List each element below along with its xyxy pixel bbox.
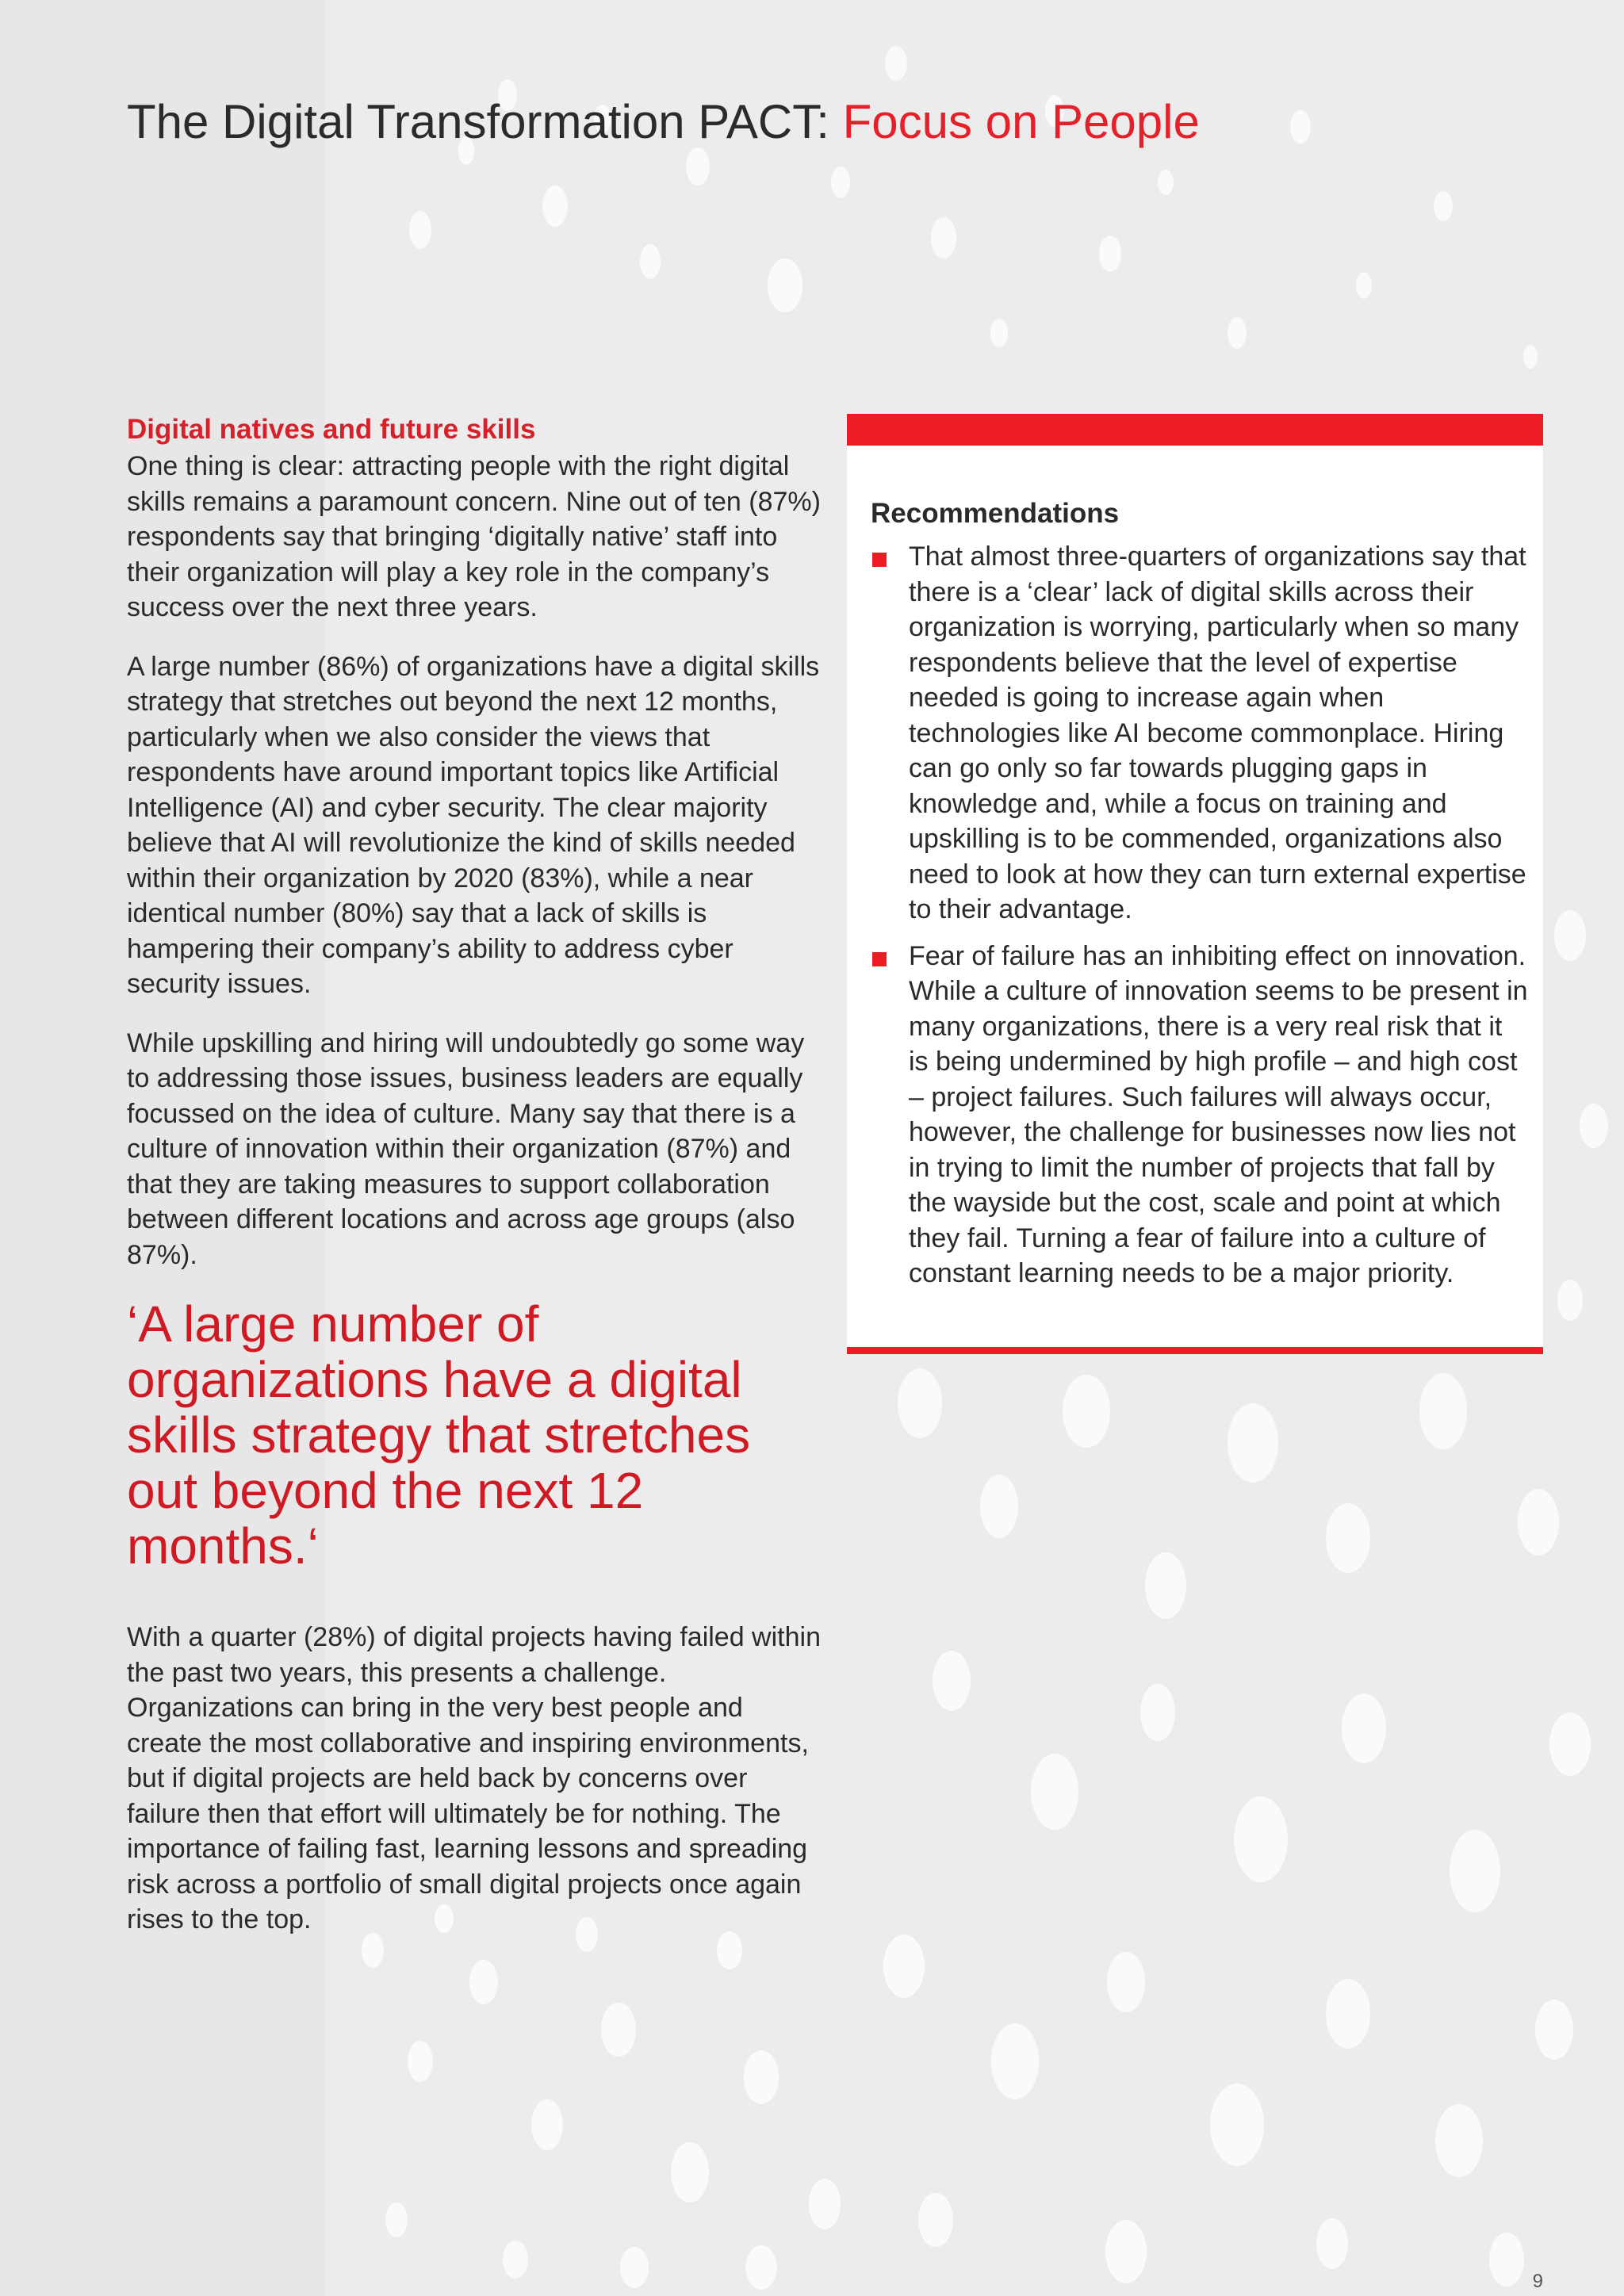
recommendation-item-2 bbox=[871, 939, 1529, 1292]
page-title bbox=[127, 94, 1200, 151]
page-title-prefix: The Digital Transformation PACT: bbox=[127, 95, 843, 148]
square-bullet-icon bbox=[872, 553, 887, 567]
recommendation-text-1: That almost three-quarters of organizations say that there is a ‘clear’ lack of digital skills across their organization is worrying, particularly when so many respondents believe that the level of expertise needed is going to increase again when technologies like AI become commonplace. Hiring can go only so far towards plugging gaps in knowledge and, while a focus on training and upskilling is to be commended, organizations also need to look at how they can turn external expertise to their advantage. bbox=[909, 541, 1526, 924]
recommendation-item-1 bbox=[871, 539, 1529, 928]
recommendations-title: Recommendations bbox=[871, 498, 1120, 529]
square-bullet-icon bbox=[872, 952, 887, 966]
body-paragraph-1: One thing is clear: attracting people with the right digital skills remains a paramount concern. Nine out of ten (87%) respondents say that bringing ‘digitally native’ staff into their organization will play a key role in the company’s success over the next three years. bbox=[127, 451, 821, 622]
recommendations-box bbox=[847, 414, 1543, 1354]
recommendation-text-2: Fear of failure has an inhibiting effect on innovation. While a culture of innovation seems to be present in many organizations, there is a very real risk that it is being undermined by high profile – and high cost – project failures. Such failures will always occur, however, the challenge for businesses now lies not in trying to limit the number of projects that fall by the wayside but the cost, scale and point at which they fail. Turning a fear of failure into a culture of constant learning needs to be a major priority. bbox=[909, 940, 1528, 1288]
page-title-accent: Focus on People bbox=[842, 95, 1200, 148]
main-column bbox=[127, 411, 825, 1961]
recommendations-list bbox=[871, 539, 1529, 1303]
closing-paragraph: With a quarter (28%) of digital projects having failed within the past two years, this presents a challenge. Organizations can bring in the very best people and create the most collaborative and inspiring environments, but if digital projects are held back by concerns over failure then that effort will ultimately be for nothing. The importance of failing fast, learning lessons and spreading risk across a portfolio of small digital projects once again rises to the top. bbox=[127, 1622, 821, 1934]
page-number: 9 bbox=[1532, 2271, 1543, 2292]
body-paragraph-2: A large number (86%) of organizations have a digital skills strategy that stretches out beyond the next 12 months, particularly when we also consider the views that respondents have around important topics like Artificial Intelligence (AI) and cyber security. The clear majority believe that AI will revolutionize the kind of skills needed within their organization by 2020 (83%), while a near identical number (80%) say that a lack of skills is hampering their company’s ability to address cyber security issues. bbox=[127, 651, 820, 999]
pull-quote: ‘A large number of organizations have a digital skills strategy that stretches out beyond the next 12 months.‘ bbox=[127, 1295, 751, 1575]
section-heading: Digital natives and future skills bbox=[127, 414, 536, 445]
body-paragraph-3: While upskilling and hiring will undoubtedly go some way to addressing those issues, business leaders are equally focussed on the idea of culture. Many say that there is a culture of innovation within their organization (87%) and that they are taking measures to support collaboration between different locations and across age groups (also 87%). bbox=[127, 1027, 805, 1270]
